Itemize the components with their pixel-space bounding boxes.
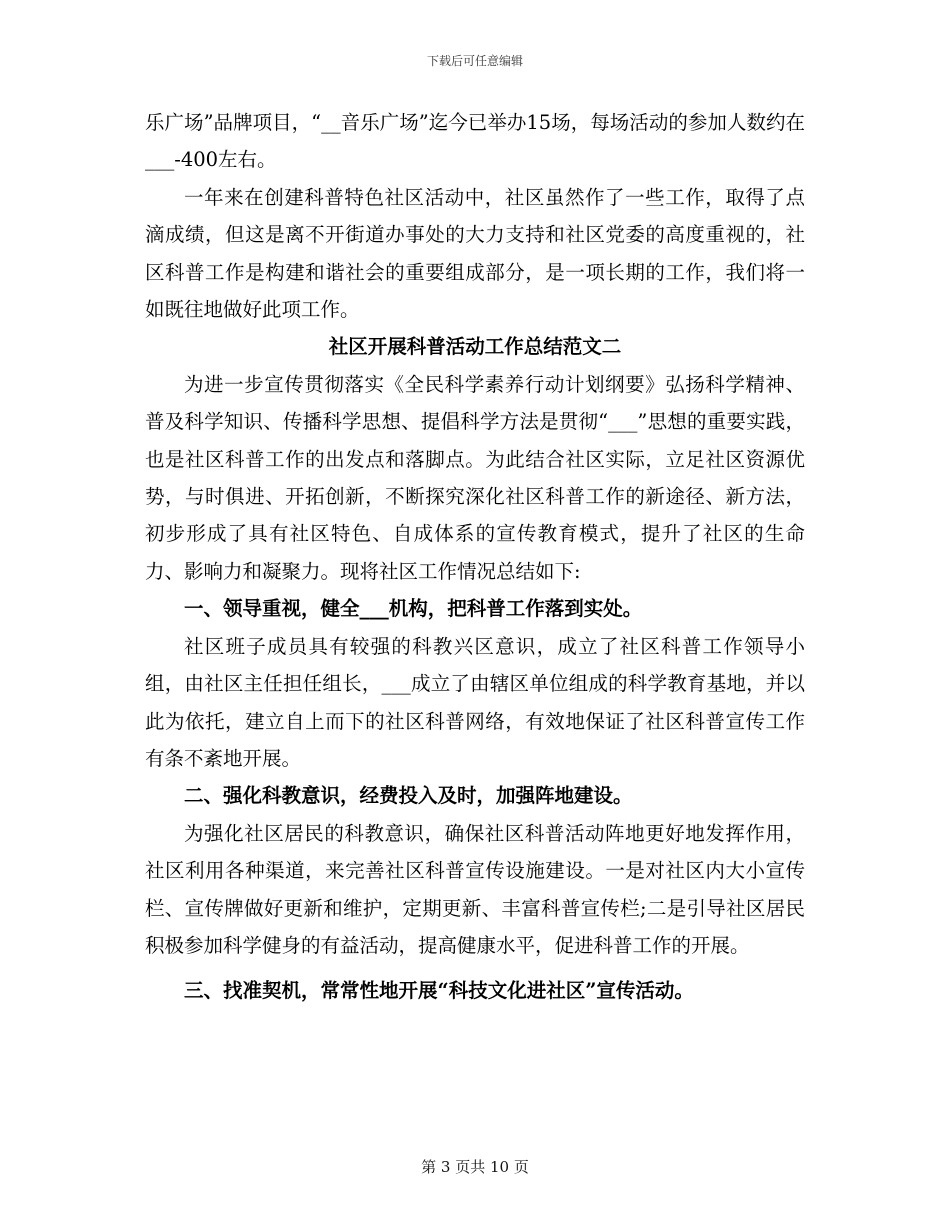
document-body <box>145 104 805 1010</box>
section-heading-3: 三、找准契机，常常性地开展“科技文化进社区”宣传活动。 <box>184 979 694 1003</box>
paragraph-summary: 一年来在创建科普特色社区活动中，社区虽然作了一些工作，取得了点滴成绩，但这是离不开街道办事处的大力支持和社区党委的高度重视的，社区科普工作是构建和谐社会的重要组成部分，是一项长期的工作，我们将一如既往地做好此项工作。 <box>145 185 805 322</box>
section-heading-1: 一、领导重视，健全___机构，把科普工作落到实处。 <box>184 597 643 621</box>
section-heading-2: 二、强化科教意识，经费投入及时，加强阵地建设。 <box>184 784 633 808</box>
paragraph-section-1: 社区班子成员具有较强的科教兴区意识，成立了社区科普工作领导小组，由社区主任担任组长，___成立了由辖区单位组成的科学教育基地，并以此为依托，建立自上而下的社区科普网络，有效地保证了社区科普宣传工作有条不紊地开展。 <box>145 634 805 770</box>
page-header: 下载后可任意编辑 <box>426 54 523 68</box>
paragraph-section-2: 为强化社区居民的科教意识，确保社区科普活动阵地更好地发挥作用，社区利用各种渠道，来完善社区科普宣传设施建设。一是对社区内大小宣传栏、宣传牌做好更新和维护，定期更新、丰富科普宣传栏;二是引导社区居民积极参加科学健身的有益活动，提高健康水平，促进科普工作的开展。 <box>145 821 805 957</box>
paragraph-continuation: 乐广场”品牌项目，“__音乐广场”迄今已举办15场，每场活动的参加人数约在___-400左右。 <box>145 111 805 172</box>
document-title: 社区开展科普活动工作总结范文二 <box>328 335 622 359</box>
paragraph-intro: 为进一步宣传贯彻落实《全民科学素养行动计划纲要》弘扬科学精神、普及科学知识、传播科学思想、提倡科学方法是贯彻“___”思想的重要实践，也是社区科普工作的出发点和落脚点。为此结合社区实际，立足社区资源优势，与时俱进、开拓创新，不断探究深化社区科普工作的新途径、新方法，初步形成了具有社区特色、自成体系的宣传教育模式，提升了社区的生命力、影响力和凝聚力。现将社区工作情况总结如下: <box>145 372 805 583</box>
page-footer: 第 3 页共 10 页 <box>421 1158 529 1176</box>
